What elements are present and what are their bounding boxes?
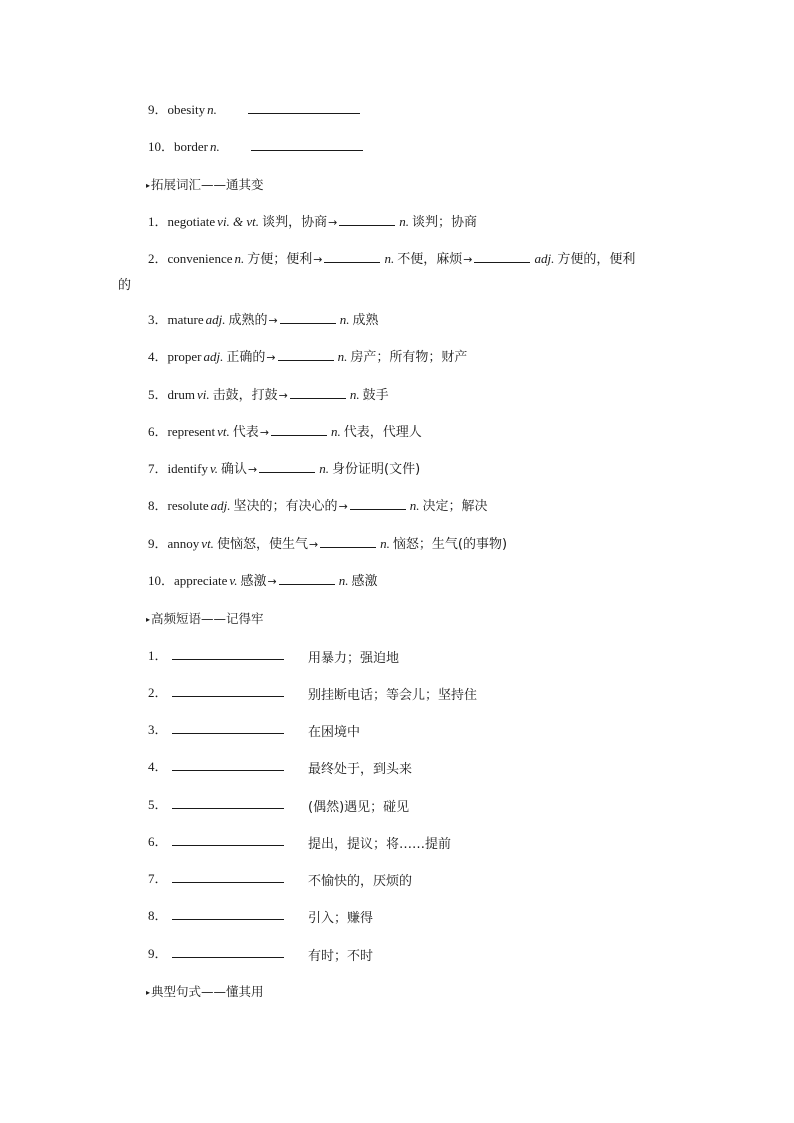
expand-item-2: 2．convenience n. 方便；便利→ n. 不便，麻烦→ adj. 方便的，便利 bbox=[148, 251, 636, 267]
expand-item-6: 6．represent vt. 代表→ n. 代表，代理人 bbox=[148, 424, 422, 440]
arrow-icon: → bbox=[248, 463, 258, 476]
answer-blank[interactable] bbox=[248, 101, 360, 114]
answer-blank[interactable] bbox=[278, 348, 334, 361]
answer-blank[interactable] bbox=[280, 311, 336, 324]
arrow-icon: → bbox=[308, 538, 319, 551]
phrase-item-7: 7． bbox=[148, 870, 284, 887]
phrase-item-6: 6． bbox=[148, 833, 284, 850]
triangle-marker-icon: ▸ bbox=[146, 988, 151, 997]
expand-item-5: 5．drum vi. 击鼓，打鼓→ n. 鼓手 bbox=[148, 387, 389, 403]
answer-blank[interactable] bbox=[172, 833, 284, 846]
section-heading-sentences: ▸典型句式——懂其用 bbox=[146, 984, 264, 999]
answer-blank[interactable] bbox=[172, 647, 284, 660]
expand-item-2-continuation: 的 bbox=[118, 278, 132, 293]
phrase-meaning-5: (偶然)遇见；碰见 bbox=[308, 800, 410, 815]
phrase-meaning-8: 引入；赚得 bbox=[308, 911, 374, 926]
answer-blank[interactable] bbox=[172, 758, 284, 771]
answer-blank[interactable] bbox=[172, 684, 284, 697]
section-heading-expand: ▸拓展词汇——通其变 bbox=[146, 177, 264, 192]
answer-blank[interactable] bbox=[172, 796, 284, 809]
expand-item-3: 3．mature adj. 成熟的→ n. 成熟 bbox=[148, 312, 379, 328]
expand-item-4: 4．proper adj. 正确的→ n. 房产；所有物；财产 bbox=[148, 349, 468, 365]
section-heading-phrases: ▸高频短语——记得牢 bbox=[146, 611, 264, 626]
arrow-icon: → bbox=[328, 216, 338, 229]
phrase-item-1: 1． bbox=[148, 647, 284, 664]
answer-blank[interactable] bbox=[172, 907, 284, 920]
phrase-meaning-4: 最终处于，到头来 bbox=[308, 762, 413, 777]
answer-blank[interactable] bbox=[271, 423, 327, 436]
phrase-meaning-9: 有时；不时 bbox=[308, 949, 374, 964]
expand-item-1: 1．negotiate vi. & vt. 谈判，协商→ n. 谈判；协商 bbox=[148, 214, 478, 230]
phrase-meaning-7: 不愉快的，厌烦的 bbox=[308, 874, 413, 889]
answer-blank[interactable] bbox=[339, 213, 395, 226]
expand-item-10: 10．appreciate v. 感激→ n. 感激 bbox=[148, 573, 378, 589]
answer-blank[interactable] bbox=[290, 386, 346, 399]
phrase-meaning-3: 在困境中 bbox=[308, 725, 361, 740]
arrow-icon: → bbox=[278, 389, 288, 402]
arrow-icon: → bbox=[313, 253, 323, 266]
answer-blank[interactable] bbox=[172, 945, 284, 958]
phrase-meaning-2: 别挂断电话；等会儿；坚持住 bbox=[308, 688, 478, 703]
answer-blank[interactable] bbox=[172, 870, 284, 883]
answer-blank[interactable] bbox=[324, 250, 380, 263]
triangle-marker-icon: ▸ bbox=[146, 181, 151, 190]
answer-blank[interactable] bbox=[172, 721, 284, 734]
phrase-meaning-6: 提出，提议；将……提前 bbox=[308, 837, 452, 852]
arrow-icon: → bbox=[463, 253, 473, 266]
arrow-icon: → bbox=[266, 351, 276, 364]
vocab-item-9: 9．obesity n. bbox=[148, 101, 360, 118]
answer-blank[interactable] bbox=[259, 460, 315, 473]
expand-item-9: 9．annoy vt. 使恼怒，使生气→ n. 恼怒；生气(的事物) bbox=[148, 536, 508, 552]
phrase-item-8: 8． bbox=[148, 907, 284, 924]
arrow-icon: → bbox=[259, 426, 270, 439]
phrase-meaning-1: 用暴力；强迫地 bbox=[308, 651, 400, 666]
expand-item-7: 7．identify v. 确认→ n. 身份证明(文件) bbox=[148, 461, 421, 477]
phrase-item-3: 3． bbox=[148, 721, 284, 738]
arrow-icon: → bbox=[338, 500, 348, 513]
answer-blank[interactable] bbox=[350, 497, 406, 510]
triangle-marker-icon: ▸ bbox=[146, 615, 151, 624]
expand-item-8: 8．resolute adj. 坚决的；有决心的→ n. 决定；解决 bbox=[148, 498, 488, 514]
vocab-item-10: 10．border n. bbox=[148, 138, 363, 155]
arrow-icon: → bbox=[268, 314, 278, 327]
answer-blank[interactable] bbox=[320, 535, 376, 548]
phrase-item-4: 4． bbox=[148, 758, 284, 775]
phrase-item-5: 5． bbox=[148, 796, 284, 813]
answer-blank[interactable] bbox=[474, 250, 530, 263]
answer-blank[interactable] bbox=[251, 138, 363, 151]
phrase-item-9: 9． bbox=[148, 945, 284, 962]
phrase-item-2: 2． bbox=[148, 684, 284, 701]
arrow-icon: → bbox=[267, 575, 277, 588]
answer-blank[interactable] bbox=[279, 572, 335, 585]
